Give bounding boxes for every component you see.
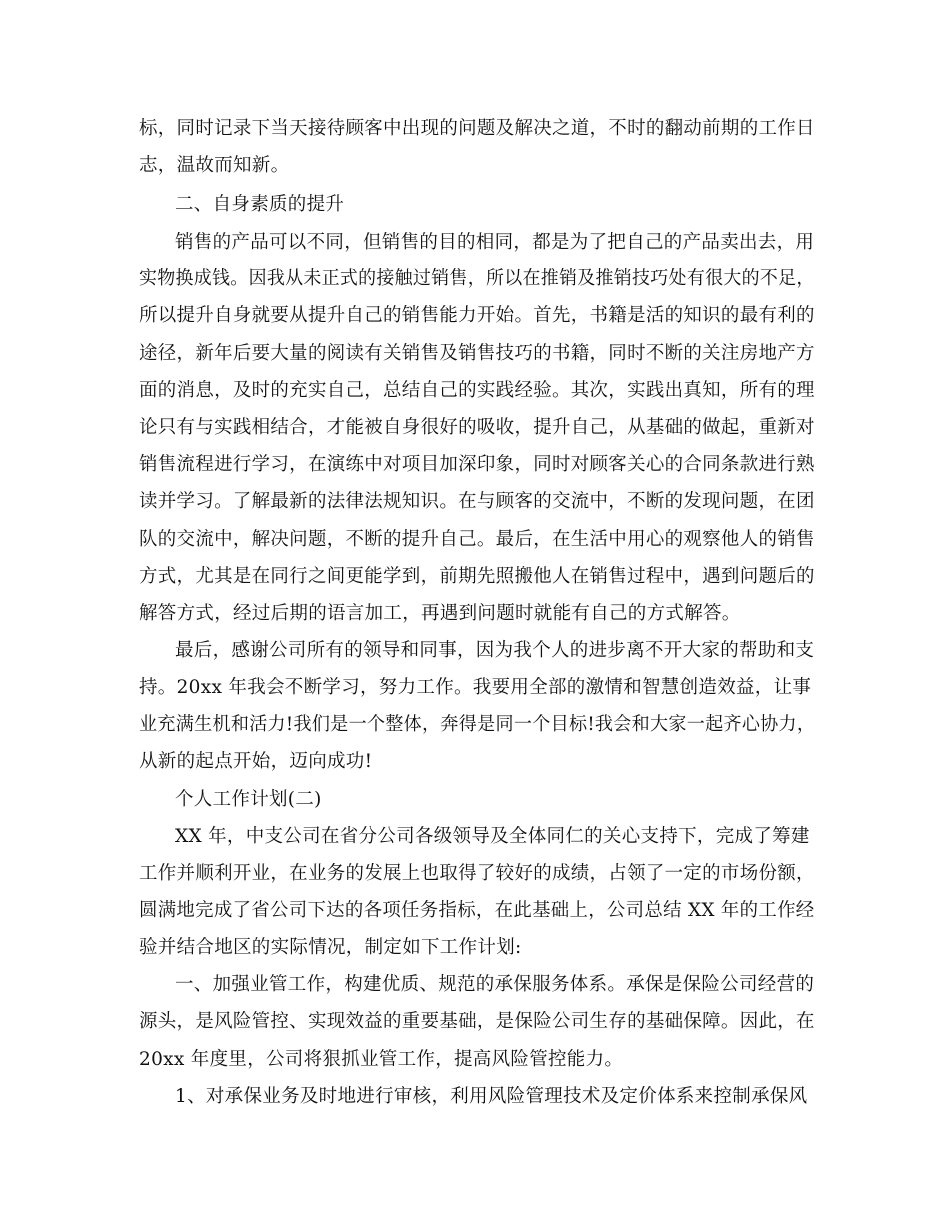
text-line: 验并结合地区的实际情况，制定如下工作计划: [139, 937, 522, 958]
text-line: 销售流程进行学习，在演练中对项目加深印象，同时对顾客关心的合同条款进行熟 [139, 454, 815, 475]
text-line: 途径，新年后要大量的阅读有关销售及销售技巧的书籍，同时不断的关注房地产方 [139, 343, 815, 364]
text-line: 标，同时记录下当天接待顾客中出现的问题及解决之道，不时的翻动前期的工作日 [139, 118, 815, 139]
text-line: 销售的产品可以不同，但销售的目的相同，都是为了把自己的产品卖出去，用 [175, 232, 815, 253]
text-line: 方式，尤其是在同行之间更能学到，前期先照搬他人在销售过程中，遇到问题后的 [139, 566, 815, 587]
text-line: 读并学习。了解最新的法律法规知识。在与顾客的交流中，不断的发现问题，在团 [139, 491, 815, 512]
text-line: 圆满地完成了省公司下达的各项任务指标，在此基础上，公司总结 XX 年的工作经 [139, 900, 815, 921]
text-line: 最后，感谢公司所有的领导和同事，因为我个人的进步离不开大家的帮助和支 [175, 640, 815, 661]
text-line: 从新的起点开始，迈向成功! [139, 751, 373, 772]
text-line: 所以提升自身就要从提升自己的销售能力开始。首先，书籍是活的知识的最有利的 [139, 305, 815, 326]
text-line: 志，温故而知新。 [139, 155, 290, 176]
text-line: 解答方式，经过后期的语言加工，再遇到问题时就能有自己的方式解答。 [139, 603, 741, 624]
text-line: 一、加强业管工作，构建优质、规范的承保服务体系。承保是保险公司经营的 [175, 974, 815, 995]
text-line: 论只有与实践相结合，才能被自身很好的吸收，提升自己，从基础的做起，重新对 [139, 417, 815, 438]
section-heading: 个人工作计划(二) [175, 789, 322, 810]
text-line: 20xx 年度里，公司将狠抓业管工作，提高风险管控能力。 [139, 1049, 624, 1070]
section-heading: 二、自身素质的提升 [175, 194, 345, 215]
text-line: 持。20xx 年我会不断学习，努力工作。我要用全部的激情和智慧创造效益，让事 [139, 677, 812, 698]
text-line: 业充满生机和活力!我们是一个整体，奔得是同一个目标!我会和大家一起齐心协力， [139, 714, 816, 735]
text-line: 1、对承保业务及时地进行审核，利用风险管理技术及定价体系来控制承保风 [175, 1086, 808, 1107]
text-line: XX 年，中支公司在省分公司各级领导及全体同仁的关心支持下，完成了筹建 [175, 826, 810, 847]
text-line: 实物换成钱。因我从未正式的接触过销售，所以在推销及推销技巧处有很大的不足， [139, 268, 815, 289]
text-line: 队的交流中，解决问题，不断的提升自己。最后，在生活中用心的观察他人的销售 [139, 529, 815, 550]
text-line: 源头，是风险管控、实现效益的重要基础，是保险公司生存的基础保障。因此，在 [139, 1011, 815, 1032]
text-line: 工作并顺利开业，在业务的发展上也取得了较好的成绩，占领了一定的市场份额， [139, 863, 815, 884]
text-line: 面的消息，及时的充实自己，总结自己的实践经验。其次，实践出真知，所有的理 [139, 380, 815, 401]
